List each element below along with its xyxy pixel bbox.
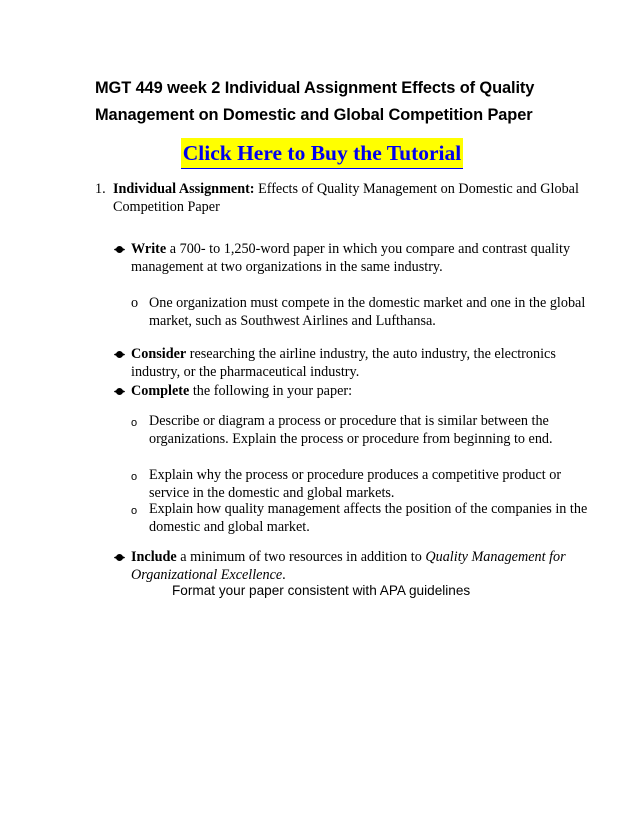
circle-marker-icon: o <box>131 417 138 429</box>
circle-marker-icon: o <box>131 295 139 311</box>
circle-marker-icon: o <box>131 505 138 517</box>
book-title: Quality Management for Organizational Excellence <box>131 549 566 583</box>
bullet-text-end: . <box>282 567 286 583</box>
item-label: Individual Assignment: <box>113 181 255 197</box>
bullet-lead: Write <box>131 241 167 257</box>
circle-marker-icon: o <box>131 471 138 483</box>
bullet-consider <box>131 345 581 381</box>
bullet-icon <box>116 388 123 395</box>
bullet-text: the following in your paper: <box>189 383 353 399</box>
bullet-text: a minimum of two resources in addition to <box>176 549 426 565</box>
bullet-icon <box>116 246 123 253</box>
bullet-icon <box>116 351 123 358</box>
bullet-complete <box>131 382 581 400</box>
cta-container <box>0 138 638 169</box>
sub-item: Explain why the process or procedure produces a competitive product or service in the domestic and global markets. <box>149 467 562 501</box>
item-number: 1. <box>95 181 106 197</box>
buy-tutorial-link[interactable]: Click Here to Buy the Tutorial <box>181 138 464 169</box>
bullet-lead: Complete <box>131 383 190 399</box>
sub-item: Explain how quality management affects the position of the companies in the domestic and global market. <box>149 501 588 535</box>
bullet-include <box>131 548 581 584</box>
document-title: MGT 449 week 2 Individual Assignment Effects of Quality Management on Domestic and Global Competition Paper <box>95 79 535 124</box>
bullet-text: researching the airline industry, the auto industry, the electronics industry, or the pharmaceutical industry. <box>131 346 556 380</box>
sub-item: One organization must compete in the domestic market and one in the global market, such as Southwest Airlines and Lufthansa. <box>149 295 586 329</box>
item-text <box>113 180 583 216</box>
bullet-lead: Consider <box>131 346 187 362</box>
bullet-icon <box>116 554 123 561</box>
format-note: Format your paper consistent with APA guidelines <box>172 583 471 598</box>
bullet-text: a 700- to 1,250-word paper in which you compare and contrast quality management at two organizations in the same industry. <box>131 241 571 275</box>
item-description: Effects of Quality Management on Domestic and Global Competition Paper <box>113 181 579 215</box>
bullet-lead: Include <box>131 549 177 565</box>
bullet-write <box>131 240 581 276</box>
sub-item: Describe or diagram a process or procedure that is similar between the organizations. Explain the process or procedure from beginning to end. <box>149 413 553 447</box>
